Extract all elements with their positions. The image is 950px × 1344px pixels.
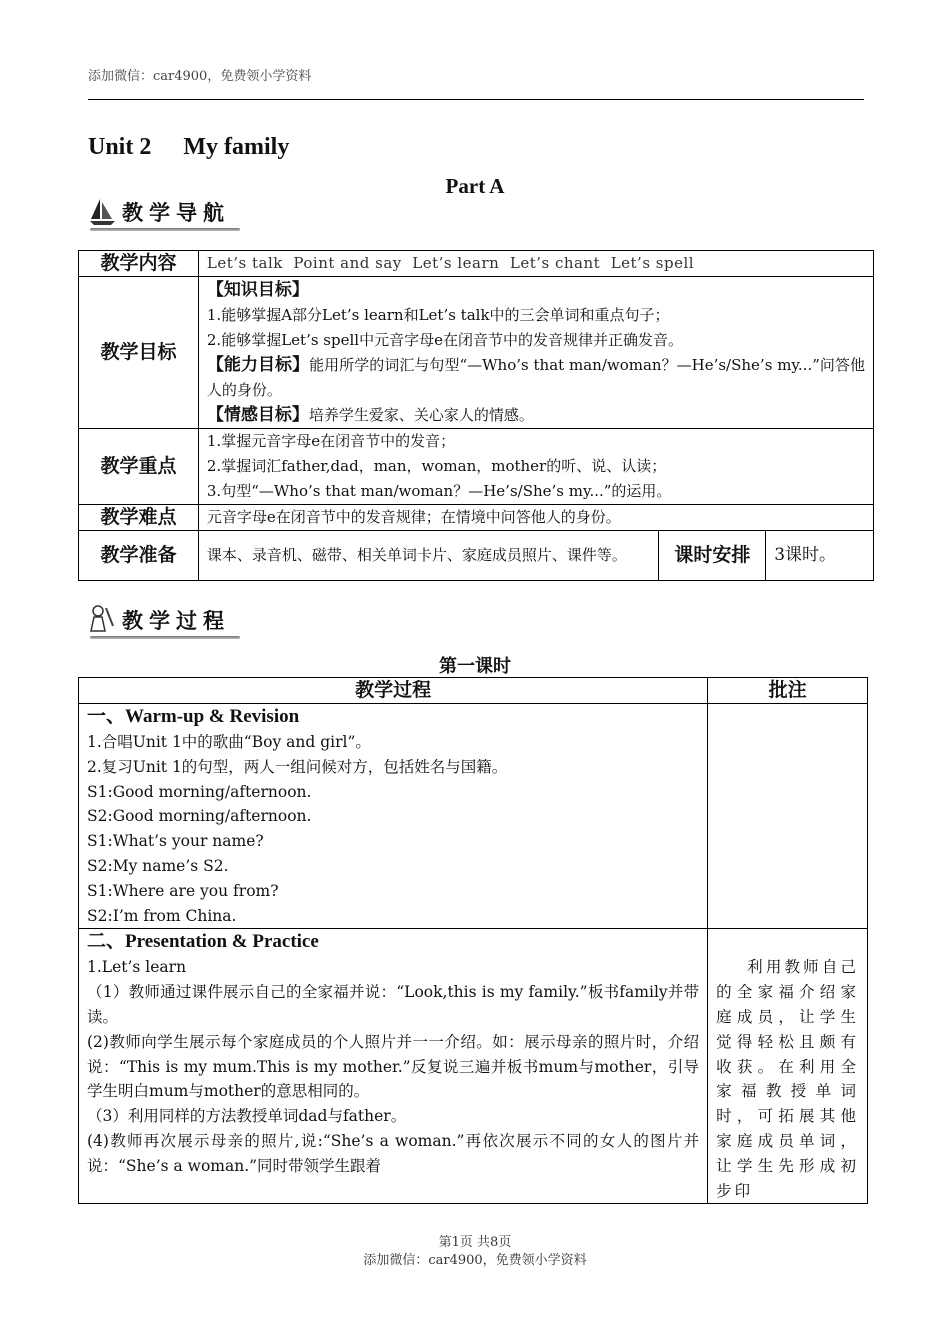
key-point-1: 1.掌握元音字母e在闭音节中的发音；	[206, 432, 456, 450]
key-label: 教学重点	[79, 429, 199, 505]
section-presentation-row	[79, 929, 868, 1204]
banner-nav-label: 教学导航	[122, 201, 230, 225]
content-value: Let’s talk Point and say Let’s learn Let’s chant Let’s spell	[198, 251, 873, 277]
section-presentation	[79, 929, 708, 1204]
warmup-line: 1.合唱Unit 1中的歌曲“Boy and girl”。	[87, 733, 371, 751]
presentation-line: 1.Let’s learn	[87, 958, 187, 977]
content-label: 教学内容	[79, 251, 199, 277]
prep-label: 教学准备	[79, 531, 199, 581]
overview-table	[78, 250, 874, 581]
warmup-line: S2:Good morning/afternoon.	[87, 807, 312, 826]
section-warmup-row	[79, 704, 868, 929]
col-process-header: 教学过程	[79, 678, 708, 704]
header-note: 添加微信：car4900，免费领小学资料	[88, 69, 312, 84]
banner-underline	[90, 228, 240, 231]
difficult-label: 教学难点	[79, 505, 199, 531]
col-notes-header: 批注	[708, 678, 868, 704]
footer-note: 添加微信：car4900，免费领小学资料	[363, 1253, 587, 1268]
goal-knowledge-1: 1.能够掌握A部分Let’s learn和Let’s talk中的三会单词和重点句子；	[206, 305, 670, 324]
presentation-notes: 利用教师自己的全家福介绍家庭成员，让学生觉得轻松且颇有收获。在利用全家福教授单词时，可拓展其他家庭成员单词，让学生先形成初步印	[708, 929, 868, 1204]
row-difficult	[79, 505, 874, 531]
unit-name: My family	[183, 134, 290, 160]
goals-label: 教学目标	[79, 277, 199, 429]
goal-emotion-text: 培养学生爱家、关心家人的情感。	[308, 405, 534, 424]
warmup-line: 2.复习Unit 1的句型，两人一组问候对方，包括姓名与国籍。	[87, 757, 508, 776]
goal-knowledge-2: 2.能够掌握Let’s spell中元音字母e在闭音节中的发音规律并正确发音。	[206, 330, 683, 349]
key-value	[198, 429, 873, 505]
section-warmup	[79, 704, 708, 929]
presentation-line: （1）教师通过课件展示自己的全家福并说：“Look,this is my family.”板书family并带读。	[87, 983, 700, 1026]
unit-number: Unit 2	[88, 134, 152, 160]
warmup-line: S1:Where are you from?	[87, 881, 279, 900]
warmup-line: S1:Good morning/afternoon.	[87, 782, 312, 801]
goal-emotion-head: 【情感目标】	[206, 404, 309, 425]
warmup-line: S2:I’m from China.	[87, 906, 237, 925]
prep-value: 课本、录音机、磁带、相关单词卡片、家庭成员照片、课件等。	[198, 531, 659, 581]
goal-ability-text: 能用所学的词汇与句型“—Who’s that man/woman？—He’s/She’s my...”问答他人的身份。	[206, 355, 865, 399]
lesson-header-row	[79, 678, 868, 704]
lesson-table	[78, 677, 868, 1204]
pencil-figure-icon	[88, 604, 118, 634]
section-title: 二、Presentation & Practice	[87, 931, 319, 953]
row-goals	[79, 277, 874, 429]
row-content	[79, 251, 874, 277]
difficult-value: 元音字母e在闭音节中的发音规律；在情境中问答他人的身份。	[198, 505, 873, 531]
banner-teaching-process	[88, 604, 230, 634]
sailboat-icon	[88, 196, 118, 226]
goals-value	[198, 277, 873, 429]
warmup-notes	[708, 704, 868, 929]
warmup-line: S2:My name’s S2.	[87, 856, 229, 875]
presentation-line: （3）利用同样的方法教授单词dad与father。	[87, 1107, 407, 1126]
goal-knowledge-head: 【知识目标】	[206, 279, 309, 300]
unit-title	[88, 134, 289, 161]
schedule-label: 课时安排	[659, 531, 766, 581]
schedule-value: 3课时。	[766, 531, 874, 581]
goal-ability-head: 【能力目标】	[206, 354, 310, 375]
banner-teaching-nav	[88, 196, 230, 226]
warmup-line: S1:What’s your name?	[87, 832, 264, 851]
banner-underline	[90, 636, 240, 639]
row-prep	[79, 531, 874, 581]
key-point-2: 2.掌握词汇father,dad，man，woman，mother的听、说、认读；	[206, 457, 667, 475]
row-key-points	[79, 429, 874, 505]
header-divider	[88, 99, 864, 100]
part-title: Part A	[445, 174, 505, 198]
banner-process-text	[122, 608, 230, 634]
footer-page-number: 第1页 共8页	[438, 1235, 512, 1250]
section-title: 一、Warm-up & Revision	[87, 706, 300, 727]
presentation-line: (4)教师再次展示母亲的照片,说:“She’s a woman.”再依次展示不同的女人的图片并说：“She’s a woman.”同时带领学生跟着	[87, 1131, 700, 1175]
key-point-3: 3.句型“—Who’s that man/woman？—He’s/She’s my...”的运用。	[206, 482, 672, 500]
lesson-title: 第一课时	[439, 656, 511, 677]
banner-nav-text	[122, 200, 230, 226]
banner-process-label: 教学过程	[122, 609, 230, 633]
presentation-line: (2)教师向学生展示每个家庭成员的个人照片并一一介绍。如：展示母亲的照片时，介绍说：“This is my mum.This is my mother.”反复说三遍并板书mum与mother，引导学生明白mum与mother的意思相同的。	[87, 1032, 700, 1101]
